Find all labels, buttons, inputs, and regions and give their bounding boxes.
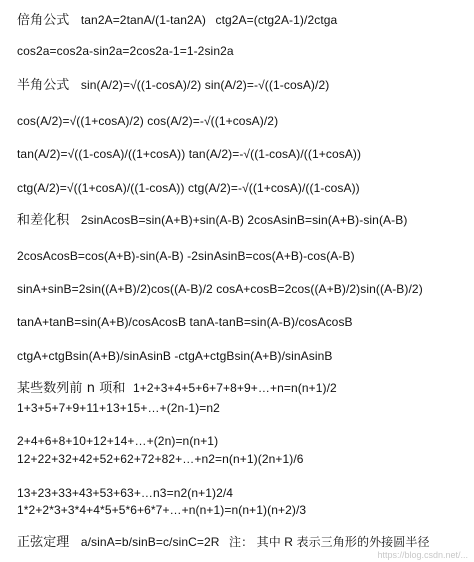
sum-product-formula-2: 2cosAcosB=cos(A+B)-sin(A-B) -2sinAsinB=cos(A+B)-cos(A-B) <box>17 249 355 263</box>
sum-product-formula-5: ctgA+ctgBsin(A+B)/sinAsinB -ctgA+ctgBsin(A+B)/sinAsinB <box>17 349 333 363</box>
half-angle-sin-row <box>17 77 329 94</box>
half-angle-tan-formula: tan(A/2)=√((1-cosA)/((1+cosA)) tan(A/2)=-√((1-cosA)/((1+cosA)) <box>17 147 362 161</box>
sine-law-row <box>17 534 430 551</box>
sum-product-row-4 <box>17 314 353 330</box>
double-angle-cos-row <box>17 43 234 59</box>
sine-law-heading: 正弦定理 <box>17 535 70 550</box>
half-angle-ctg-row <box>17 180 360 196</box>
series-formula-4: 12+22+32+42+52+62+72+82+…+n2=n(n+1)(2n+1)/6 <box>17 452 304 466</box>
sum-product-formula-1: 2sinAcosB=sin(A+B)+sin(A-B) 2cosAsinB=sin(A+B)-sin(A-B) <box>80 213 408 227</box>
half-angle-ctg-formula: ctg(A/2)=√((1+cosA)/((1-cosA)) ctg(A/2)=-√((1+cosA)/((1-cosA)) <box>17 181 360 195</box>
series-formula-6: 1*2+2*3+3*4+4*5+5*6+6*7+…+n(n+1)=n(n+1)(n+2)/3 <box>17 503 307 517</box>
series-formula-5: 13+23+33+43+53+63+…n3=n2(n+1)2/4 <box>17 486 234 500</box>
sum-product-row-2 <box>17 248 355 264</box>
double-angle-heading: 倍角公式 <box>17 13 70 28</box>
series-row-5 <box>17 485 233 501</box>
double-angle-tan-ctg-row <box>17 12 337 29</box>
sum-product-formula-4: tanA+tanB=sin(A+B)/cosAcosB tanA-tanB=sin(A-B)/cosAcosB <box>17 315 353 329</box>
series-row-4 <box>17 451 304 467</box>
sum-product-formula-3: sinA+sinB=2sin((A+B)/2)cos((A-B)/2 cosA+cosB=2cos((A+B)/2)sin((A-B)/2) <box>17 282 423 296</box>
sum-product-row-5 <box>17 348 333 364</box>
sum-product-row-1 <box>17 212 407 229</box>
series-formula-1: 1+2+3+4+5+6+7+8+9+…+n=n(n+1)/2 <box>132 381 337 395</box>
series-row-3 <box>17 433 218 449</box>
double-angle-ctg-formula: ctg2A=(ctg2A-1)/2ctga <box>215 13 338 27</box>
series-formula-2: 1+3+5+7+9+11+13+15+…+(2n-1)=n2 <box>17 401 220 415</box>
half-angle-heading: 半角公式 <box>17 78 70 93</box>
half-angle-tan-row <box>17 146 361 162</box>
series-row-6 <box>17 502 306 518</box>
double-angle-cos-formula: cos2a=cos2a-sin2a=2cos2a-1=1-2sin2a <box>17 44 234 58</box>
half-angle-cos-row <box>17 113 278 129</box>
half-angle-cos-formula: cos(A/2)=√((1+cosA)/2) cos(A/2)=-√((1+cosA)/2) <box>17 114 279 128</box>
half-angle-sin-formula: sin(A/2)=√((1-cosA)/2) sin(A/2)=-√((1-cosA)/2) <box>80 78 330 92</box>
sine-law-formula: a/sinA=b/sinB=c/sinC=2R <box>80 535 220 549</box>
series-row-1 <box>17 380 337 397</box>
double-angle-tan-formula: tan2A=2tanA/(1-tan2A) <box>80 13 207 27</box>
series-heading: 某些数列前 n 项和 <box>17 381 126 396</box>
series-row-2 <box>17 400 220 416</box>
sum-product-row-3 <box>17 281 423 297</box>
series-formula-3: 2+4+6+8+10+12+14+…+(2n)=n(n+1) <box>17 434 219 448</box>
sine-law-note: 注： 其中 R 表示三角形的外接圆半径 <box>229 535 430 549</box>
sum-product-heading: 和差化积 <box>17 213 70 228</box>
watermark: https://blog.csdn.net/... <box>377 550 468 560</box>
